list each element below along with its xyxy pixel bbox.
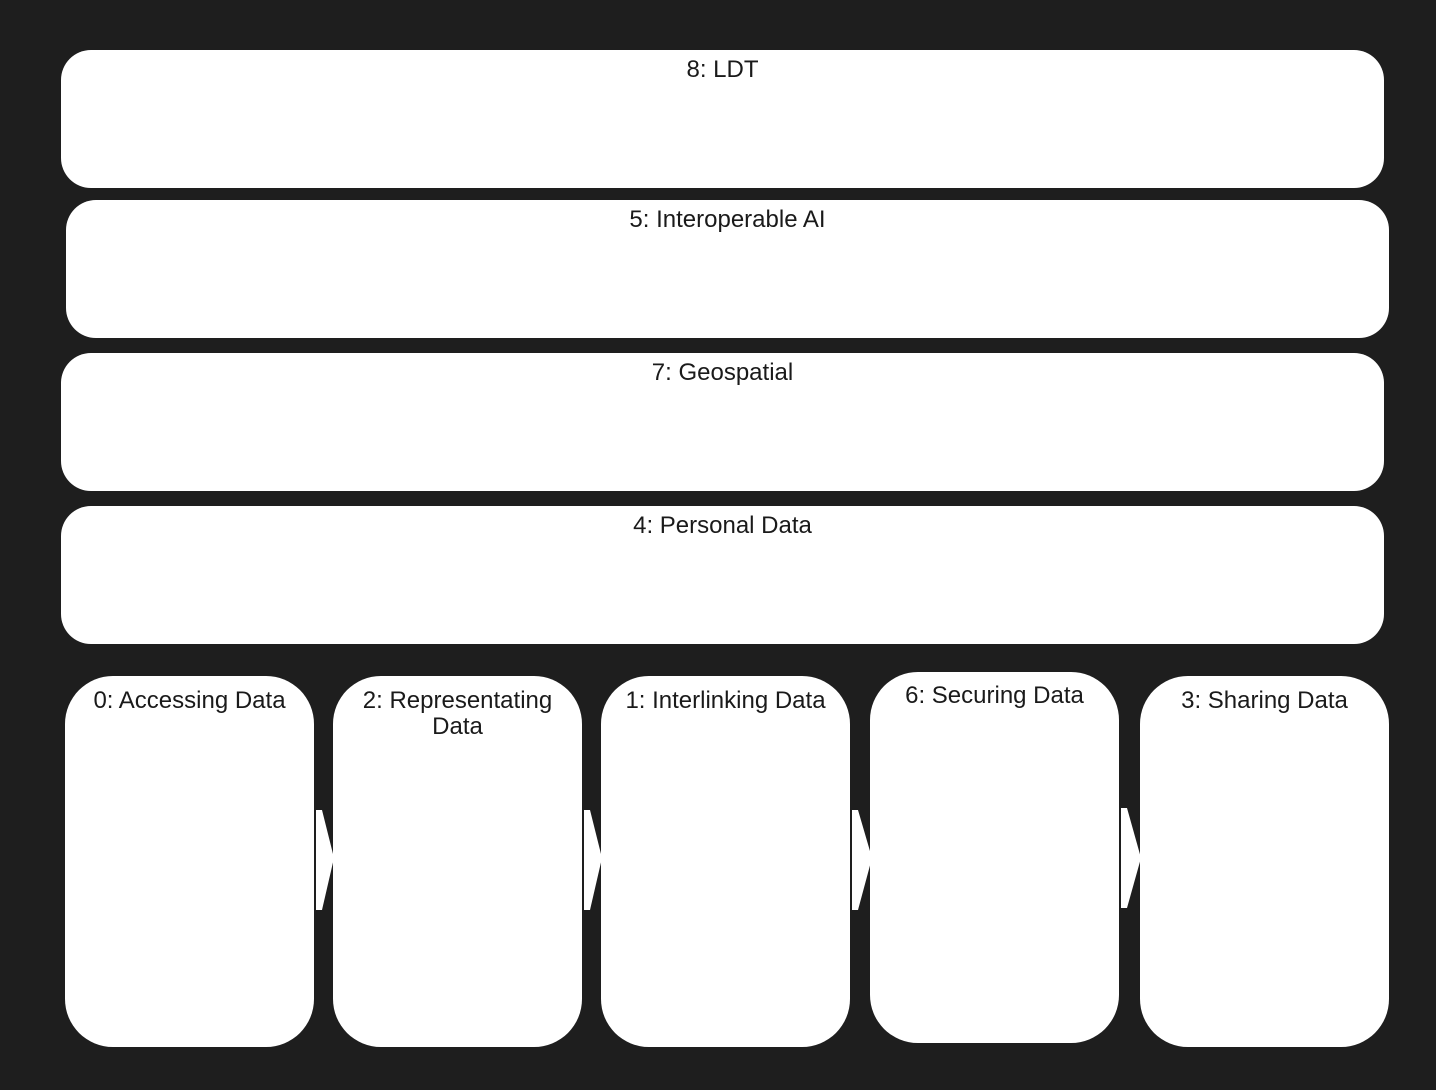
flow-arrow-2 (584, 810, 602, 910)
step-sharing-data-label: 3: Sharing Data (1181, 687, 1348, 714)
step-accessing-data-label: 0: Accessing Data (93, 687, 286, 714)
layer-geospatial (61, 353, 1384, 491)
layer-ldt (61, 50, 1384, 188)
layer-geospatial-label: 7: Geospatial (651, 359, 794, 386)
step-representating-data (333, 676, 582, 1047)
step-securing-data (870, 672, 1119, 1043)
layer-personal-data (61, 506, 1384, 644)
layer-interoperable-ai-label: 5: Interoperable AI (629, 206, 826, 233)
flow-arrow-3 (852, 810, 872, 910)
step-representating-data-label: 2: Representating Data (362, 687, 553, 740)
flow-arrow-1 (316, 810, 334, 910)
step-securing-data-label: 6: Securing Data (905, 682, 1084, 709)
step-accessing-data (65, 676, 314, 1047)
step-interlinking-data-label: 1: Interlinking Data (625, 687, 826, 714)
layer-personal-data-label: 4: Personal Data (633, 512, 812, 539)
layer-ldt-label: 8: LDT (686, 56, 759, 83)
step-interlinking-data (601, 676, 850, 1047)
step-sharing-data (1140, 676, 1389, 1047)
layer-interoperable-ai (66, 200, 1389, 338)
flow-arrow-4 (1121, 808, 1141, 908)
